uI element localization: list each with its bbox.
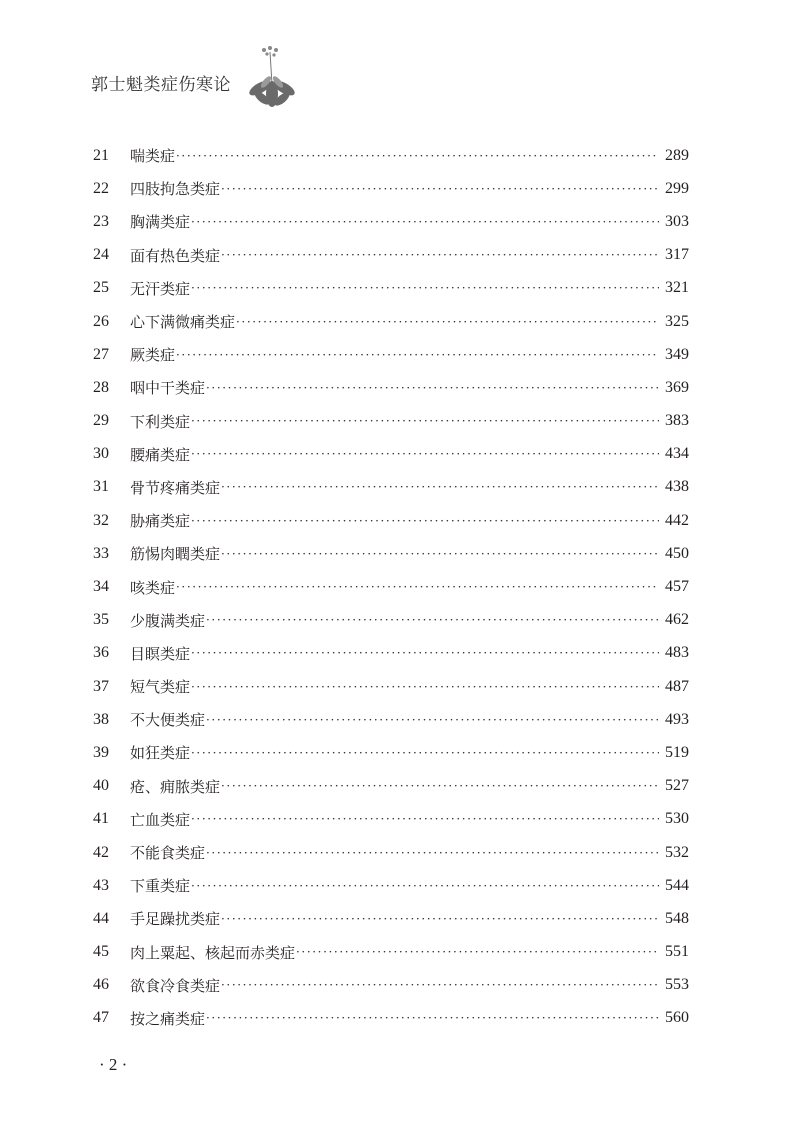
entry-number: 37 bbox=[93, 677, 109, 695]
dot-leader bbox=[221, 779, 659, 793]
entry-number: 47 bbox=[93, 1009, 109, 1027]
entry-title: 面有热色类症 bbox=[130, 246, 221, 265]
entry-number: 27 bbox=[93, 345, 109, 363]
entry-page: 325 bbox=[665, 312, 689, 330]
entry-number: 34 bbox=[93, 578, 109, 596]
entry-title: 腰痛类症 bbox=[130, 445, 191, 464]
entry-title: 亡血类症 bbox=[130, 810, 191, 829]
entry-title: 喘类症 bbox=[130, 147, 176, 166]
toc-entry[interactable] bbox=[93, 1002, 689, 1035]
toc-entry[interactable] bbox=[93, 172, 689, 205]
toc-entry[interactable] bbox=[93, 139, 689, 172]
entry-title: 心下满微痛类症 bbox=[130, 313, 236, 332]
toc-entry[interactable] bbox=[93, 902, 689, 935]
toc-entry[interactable] bbox=[93, 969, 689, 1002]
entry-title: 咽中干类症 bbox=[130, 379, 206, 398]
toc-entry[interactable] bbox=[93, 537, 689, 570]
dot-leader bbox=[176, 580, 659, 594]
entry-number: 36 bbox=[93, 644, 109, 662]
entry-title: 手足躁扰类症 bbox=[130, 910, 221, 929]
entry-number: 38 bbox=[93, 710, 109, 728]
toc-entry[interactable] bbox=[93, 637, 689, 670]
toc-entry[interactable] bbox=[93, 504, 689, 537]
entry-page: 321 bbox=[665, 279, 689, 297]
toc-entry[interactable] bbox=[93, 604, 689, 637]
entry-number: 45 bbox=[93, 943, 109, 961]
dot-leader bbox=[191, 879, 659, 893]
entry-title: 筋惕肉瞤类症 bbox=[130, 545, 221, 564]
entry-title: 短气类症 bbox=[130, 678, 191, 697]
entry-page: 548 bbox=[665, 909, 689, 927]
dot-leader bbox=[191, 746, 659, 760]
entry-page: 303 bbox=[665, 212, 689, 230]
toc-entry[interactable] bbox=[93, 371, 689, 404]
entry-page: 317 bbox=[665, 246, 689, 264]
entry-number: 25 bbox=[93, 279, 109, 297]
entry-title: 少腹满类症 bbox=[130, 611, 206, 630]
entry-title: 下重类症 bbox=[130, 877, 191, 896]
table-of-contents bbox=[93, 139, 689, 1035]
entry-number: 28 bbox=[93, 378, 109, 396]
dot-leader bbox=[206, 613, 659, 627]
entry-page: 551 bbox=[665, 943, 689, 961]
dot-leader bbox=[191, 646, 659, 660]
entry-page: 560 bbox=[665, 1009, 689, 1027]
entry-page: 527 bbox=[665, 777, 689, 795]
dot-leader bbox=[191, 281, 659, 295]
entry-title: 胁痛类症 bbox=[130, 512, 191, 531]
entry-number: 24 bbox=[93, 246, 109, 264]
entry-number: 31 bbox=[93, 478, 109, 496]
entry-page: 457 bbox=[665, 578, 689, 596]
dot-leader bbox=[176, 149, 659, 163]
entry-number: 21 bbox=[93, 146, 109, 164]
toc-entry[interactable] bbox=[93, 570, 689, 603]
entry-number: 39 bbox=[93, 743, 109, 761]
entry-page: 532 bbox=[665, 843, 689, 861]
entry-number: 44 bbox=[93, 909, 109, 927]
entry-page: 442 bbox=[665, 511, 689, 529]
dot-leader bbox=[191, 680, 659, 694]
toc-entry[interactable] bbox=[93, 770, 689, 803]
dot-leader bbox=[191, 812, 659, 826]
dot-leader bbox=[176, 348, 659, 362]
toc-entry[interactable] bbox=[93, 438, 689, 471]
entry-title: 肉上粟起、核起而赤类症 bbox=[130, 943, 296, 962]
entry-title: 如狂类症 bbox=[130, 744, 191, 763]
entry-page: 544 bbox=[665, 876, 689, 894]
entry-page: 438 bbox=[665, 478, 689, 496]
entry-number: 26 bbox=[93, 312, 109, 330]
entry-title: 疮、痈脓类症 bbox=[130, 777, 221, 796]
entry-page: 487 bbox=[665, 677, 689, 695]
toc-entry[interactable] bbox=[93, 405, 689, 438]
entry-title: 欲食冷食类症 bbox=[130, 976, 221, 995]
dot-leader bbox=[191, 414, 659, 428]
entry-number: 35 bbox=[93, 611, 109, 629]
entry-title: 不能食类症 bbox=[130, 844, 206, 863]
toc-entry[interactable] bbox=[93, 272, 689, 305]
entry-title: 目瞑类症 bbox=[130, 644, 191, 663]
running-head-title: 郭士魁类症伤寒论 bbox=[91, 75, 231, 95]
toc-entry[interactable] bbox=[93, 936, 689, 969]
entry-page: 530 bbox=[665, 810, 689, 828]
toc-entry[interactable] bbox=[93, 239, 689, 272]
dot-leader bbox=[221, 912, 659, 926]
entry-page: 434 bbox=[665, 445, 689, 463]
entry-number: 29 bbox=[93, 412, 109, 430]
dot-leader bbox=[206, 1011, 659, 1025]
entry-page: 289 bbox=[665, 146, 689, 164]
entry-page: 483 bbox=[665, 644, 689, 662]
dot-leader bbox=[206, 381, 659, 395]
entry-title: 厥类症 bbox=[130, 346, 176, 365]
entry-page: 450 bbox=[665, 544, 689, 562]
toc-entry[interactable] bbox=[93, 471, 689, 504]
entry-number: 43 bbox=[93, 876, 109, 894]
dot-leader bbox=[221, 547, 659, 561]
entry-number: 32 bbox=[93, 511, 109, 529]
entry-page: 553 bbox=[665, 976, 689, 994]
entry-title: 咳类症 bbox=[130, 578, 176, 597]
entry-title: 不大便类症 bbox=[130, 711, 206, 730]
entry-number: 46 bbox=[93, 976, 109, 994]
entry-page: 383 bbox=[665, 412, 689, 430]
entry-title: 胸满类症 bbox=[130, 213, 191, 232]
toc-entry[interactable] bbox=[93, 305, 689, 338]
dot-leader bbox=[296, 945, 659, 959]
dot-leader bbox=[206, 713, 659, 727]
dot-leader bbox=[191, 514, 659, 528]
entry-title: 四肢拘急类症 bbox=[130, 180, 221, 199]
dot-leader bbox=[236, 315, 659, 329]
entry-title: 按之痛类症 bbox=[130, 1009, 206, 1028]
entry-number: 41 bbox=[93, 810, 109, 828]
entry-number: 33 bbox=[93, 544, 109, 562]
dot-leader bbox=[206, 846, 659, 860]
toc-entry[interactable] bbox=[93, 836, 689, 869]
entry-number: 22 bbox=[93, 179, 109, 197]
entry-title: 骨节疼痛类症 bbox=[130, 478, 221, 497]
entry-page: 493 bbox=[665, 710, 689, 728]
toc-entry[interactable] bbox=[93, 338, 689, 371]
entry-page: 519 bbox=[665, 743, 689, 761]
page-number: · 2 · bbox=[99, 1055, 128, 1074]
dot-leader bbox=[221, 978, 659, 992]
entry-number: 42 bbox=[93, 843, 109, 861]
entry-number: 40 bbox=[93, 777, 109, 795]
toc-entry[interactable] bbox=[93, 703, 689, 736]
dot-leader bbox=[221, 248, 659, 262]
dot-leader bbox=[221, 480, 659, 494]
entry-number: 30 bbox=[93, 445, 109, 463]
toc-entry[interactable] bbox=[93, 869, 689, 902]
entry-page: 349 bbox=[665, 345, 689, 363]
entry-page: 299 bbox=[665, 179, 689, 197]
dot-leader bbox=[191, 215, 659, 229]
toc-entry[interactable] bbox=[93, 736, 689, 769]
entry-title: 下利类症 bbox=[130, 412, 191, 431]
dot-leader bbox=[191, 447, 659, 461]
dot-leader bbox=[221, 182, 659, 196]
flower-illustration-icon bbox=[246, 44, 298, 108]
entry-page: 462 bbox=[665, 611, 689, 629]
toc-entry[interactable] bbox=[93, 803, 689, 836]
entry-number: 23 bbox=[93, 212, 109, 230]
toc-entry[interactable] bbox=[93, 670, 689, 703]
toc-entry[interactable] bbox=[93, 205, 689, 238]
entry-title: 无汗类症 bbox=[130, 279, 191, 298]
entry-page: 369 bbox=[665, 378, 689, 396]
